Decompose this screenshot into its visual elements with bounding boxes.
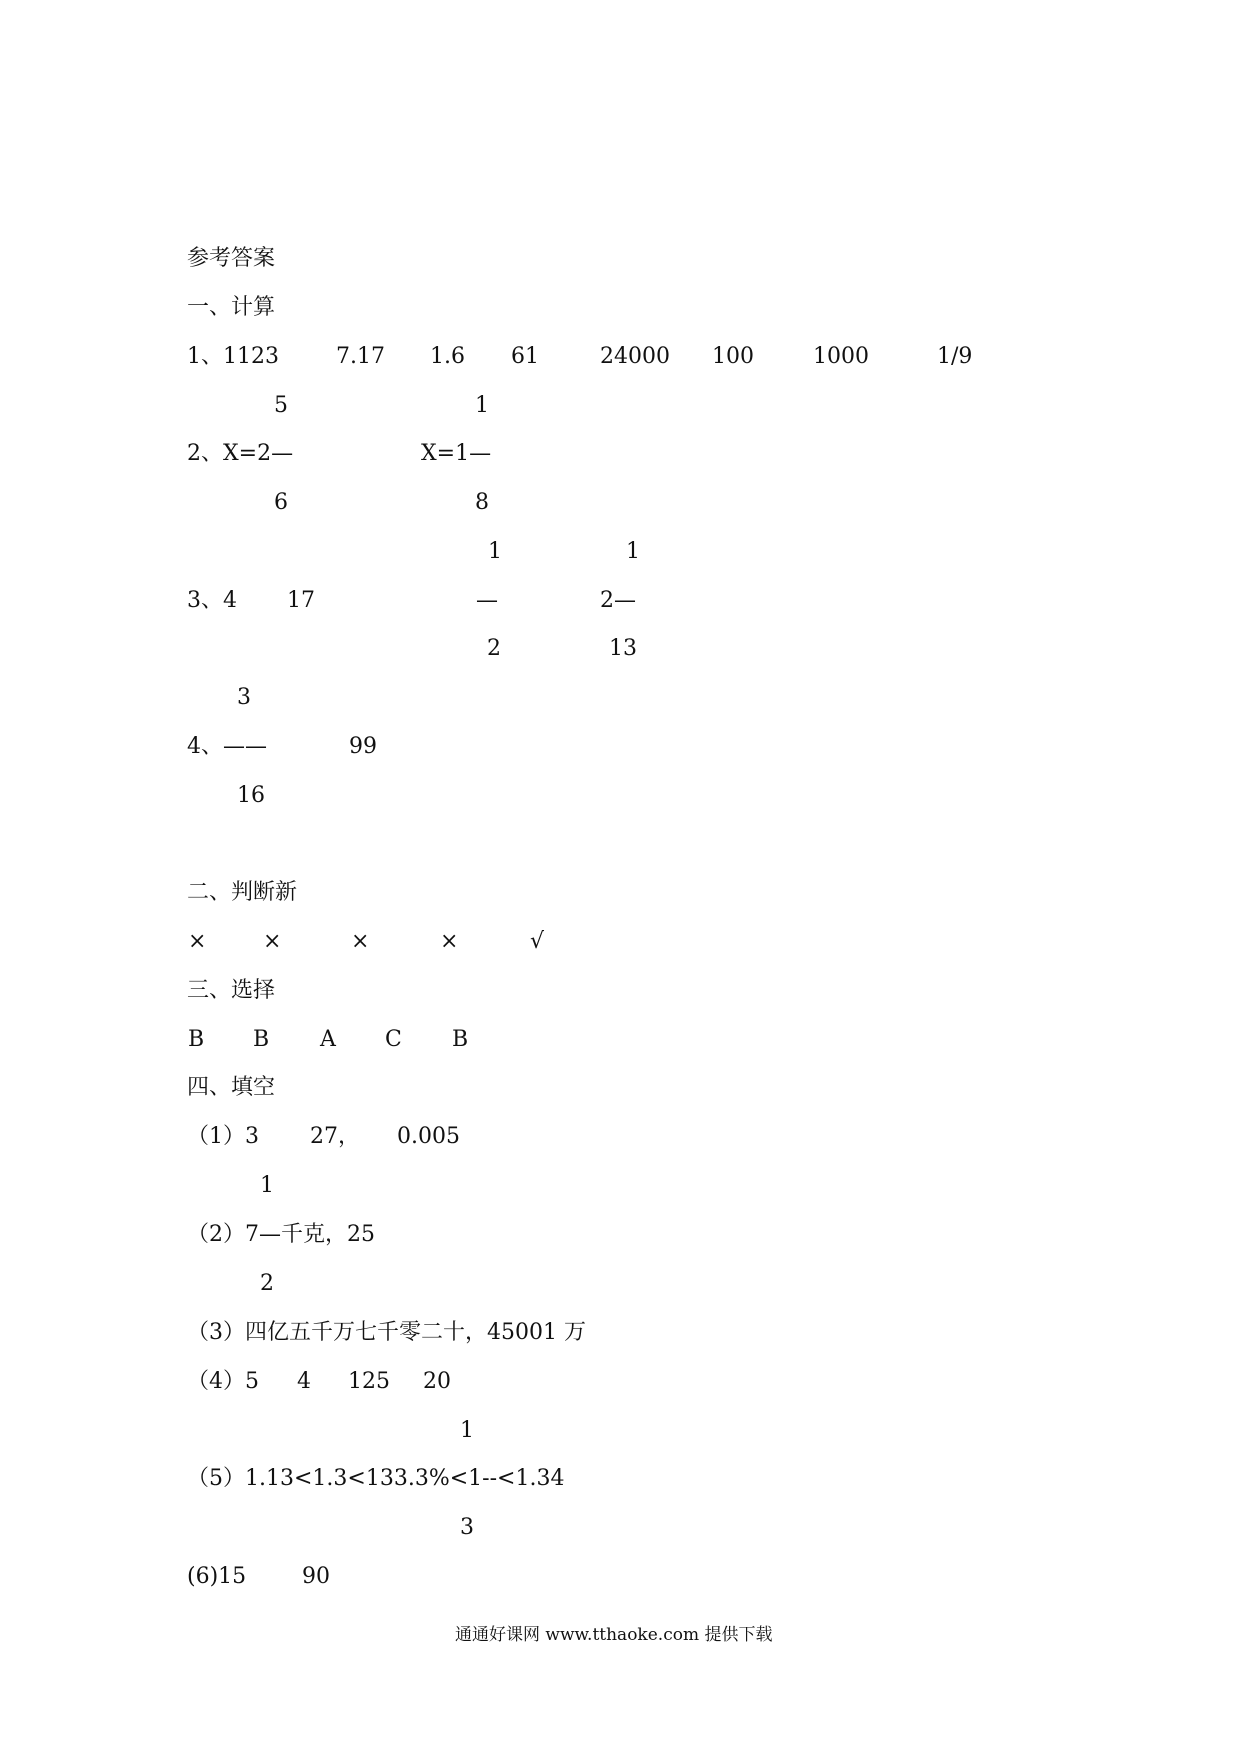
section-3-heading: 三、选择 [187, 978, 276, 1003]
q2-label: 2、X=2— [187, 441, 294, 466]
choice-answer: B [188, 1027, 205, 1052]
judgment-mark: × [188, 929, 207, 954]
q2-denominator: 8 [475, 490, 489, 515]
judgment-mark: × [351, 929, 370, 954]
q3-denominator: 2 [487, 636, 501, 661]
q1-value: 61 [511, 344, 539, 369]
fill-item-2-denominator: 2 [260, 1271, 274, 1296]
footer-source: 通通好课网 www.tthaoke.com 提供下载 [455, 1625, 773, 1645]
q2-denominator: 6 [274, 490, 288, 515]
q1-value: 24000 [600, 344, 670, 369]
q4-value: 99 [349, 734, 377, 759]
q4-label: 4、—— [187, 734, 267, 759]
q4-denominator: 16 [237, 783, 265, 808]
section-1-heading: 一、计算 [187, 295, 276, 320]
q1-value: 100 [712, 344, 754, 369]
fill-item-4: （4）5 [187, 1369, 259, 1394]
fill-item-6-value: 90 [302, 1564, 330, 1589]
q1-value: 7.17 [336, 344, 385, 369]
fill-item-3: （3）四亿五千万七千零二十，45001 万 [187, 1320, 586, 1345]
q3-value: 17 [287, 588, 315, 613]
fill-item-4-value: 20 [423, 1369, 451, 1394]
section-4-heading: 四、填空 [187, 1075, 276, 1100]
judgment-mark: √ [530, 929, 545, 954]
q3-denominator: 13 [609, 636, 637, 661]
choice-answer: A [320, 1027, 336, 1052]
q3-numerator: 1 [488, 539, 502, 564]
q3-mixed-number: 2— [600, 588, 636, 613]
choice-answer: C [385, 1027, 402, 1052]
q2-second-answer: X=1— [421, 441, 492, 466]
fill-item-1: （1）3 [187, 1124, 259, 1149]
q2-numerator: 1 [475, 393, 489, 418]
section-2-heading: 二、判断新 [187, 880, 298, 905]
q3-fraction-bar: — [476, 588, 498, 613]
choice-answer: B [253, 1027, 270, 1052]
fill-item-2-numerator: 1 [260, 1173, 274, 1198]
q1-value: 1.6 [430, 344, 465, 369]
q1-value: 1/9 [937, 344, 973, 369]
fill-item-4-value: 125 [348, 1369, 390, 1394]
q2-numerator: 5 [274, 393, 288, 418]
choice-answer: B [452, 1027, 469, 1052]
q1-value: 1000 [813, 344, 869, 369]
judgment-mark: × [440, 929, 459, 954]
judgment-mark: × [263, 929, 282, 954]
q3-label: 3、4 [187, 588, 237, 613]
fill-item-4-value: 4 [297, 1369, 311, 1394]
fill-item-2: （2）7—千克，25 [187, 1222, 375, 1247]
fill-item-5: （5）1.13<1.3<133.3%<1--<1.34 [187, 1466, 565, 1491]
fill-item-1-value: 27， [310, 1124, 360, 1149]
q4-numerator: 3 [237, 685, 251, 710]
fill-item-1-value: 0.005 [397, 1124, 460, 1149]
fill-item-5-numerator: 1 [460, 1418, 474, 1443]
q1-label: 1、1123 [187, 344, 279, 369]
fill-item-5-denominator: 3 [460, 1515, 474, 1540]
fill-item-6: (6)15 [187, 1564, 247, 1589]
q3-numerator: 1 [626, 539, 640, 564]
page-title: 参考答案 [187, 246, 276, 271]
